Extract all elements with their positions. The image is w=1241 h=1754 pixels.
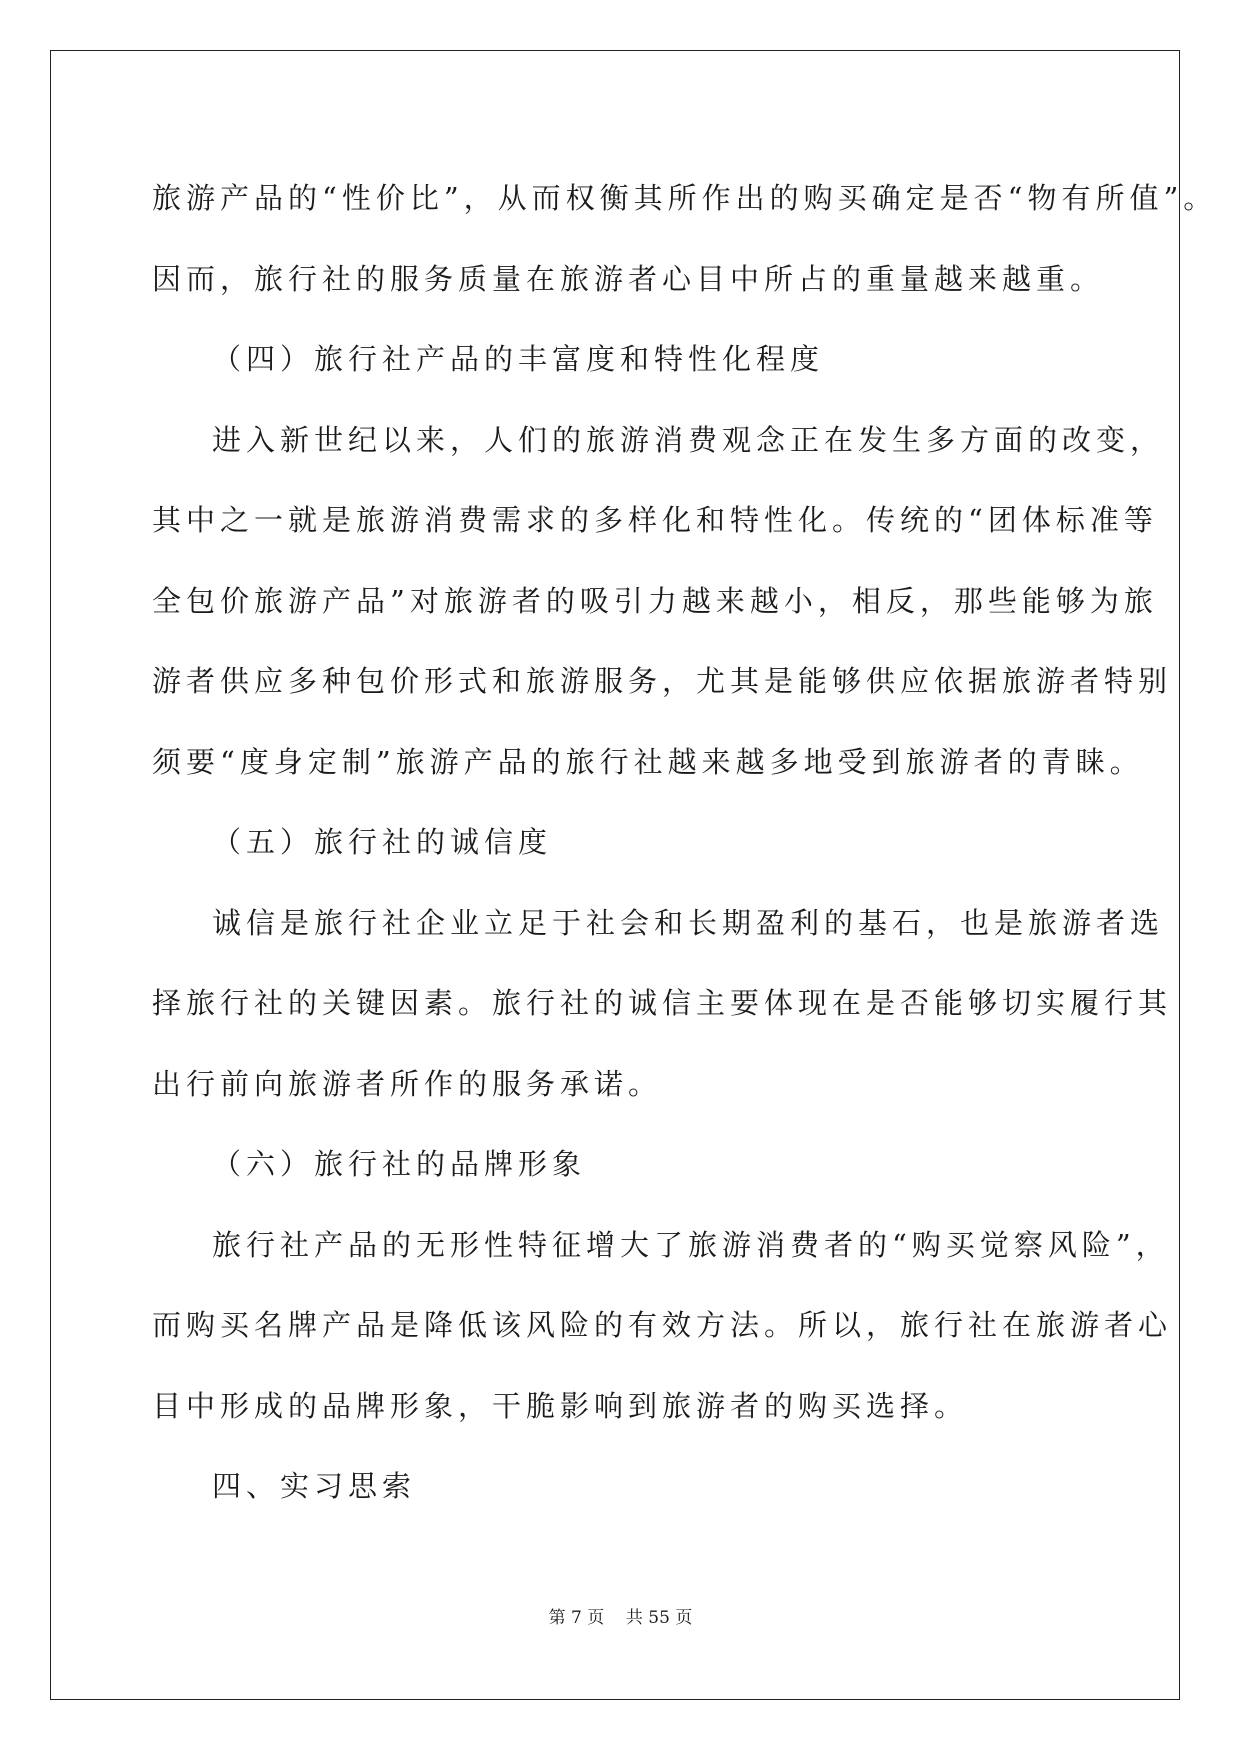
text-line: 全包价旅游产品”对旅游者的吸引力越来越小，相反，那些能够为旅 — [152, 583, 1158, 618]
text-line: 旅行社产品的无形性特征增大了旅游消费者的“购买觉察风险”， — [212, 1227, 1170, 1262]
text-line: 因而，旅行社的服务质量在旅游者心目中所占的重量越来越重。 — [152, 261, 1105, 296]
document-body — [152, 158, 1218, 1527]
text-line: 择旅行社的关键因素。旅行社的诚信主要体现在是否能够切实履行其 — [152, 986, 1173, 1020]
text-line: （六）旅行社的品牌形象 — [212, 1147, 587, 1181]
text-line: 而购买名牌产品是降低该风险的有效方法。所以，旅行社在旅游者心 — [152, 1308, 1173, 1342]
text-line: 四、实习思索 — [212, 1469, 417, 1503]
text-line: 须要“度身定制”旅游产品的旅行社越来越多地受到旅游者的青睐。 — [152, 744, 1144, 779]
text-line: 旅游产品的“性价比”，从而权衡其所作出的购买确定是否“物有所值”。 — [152, 181, 1218, 215]
text-line: 其中之一就是旅游消费需求的多样化和特性化。传统的“团体标准等 — [152, 503, 1158, 537]
text-line: 出行前向旅游者所作的服务承诺。 — [152, 1066, 663, 1101]
text-line: 目中形成的品牌形象，干脆影响到旅游者的购买选择。 — [152, 1388, 969, 1423]
text-line: 游者供应多种包价形式和旅游服务，尤其是能够供应依据旅游者特别 — [152, 664, 1173, 698]
page-number-footer: 第 7 页 共 55 页 — [548, 1608, 693, 1628]
text-line: （五）旅行社的诚信度 — [212, 825, 553, 859]
text-line: 进入新世纪以来，人们的旅游消费观念正在发生多方面的改变， — [212, 422, 1165, 457]
text-line: 诚信是旅行社企业立足于社会和长期盈利的基石，也是旅游者选 — [212, 905, 1165, 940]
text-line: （四）旅行社产品的丰富度和特性化程度 — [212, 342, 825, 376]
